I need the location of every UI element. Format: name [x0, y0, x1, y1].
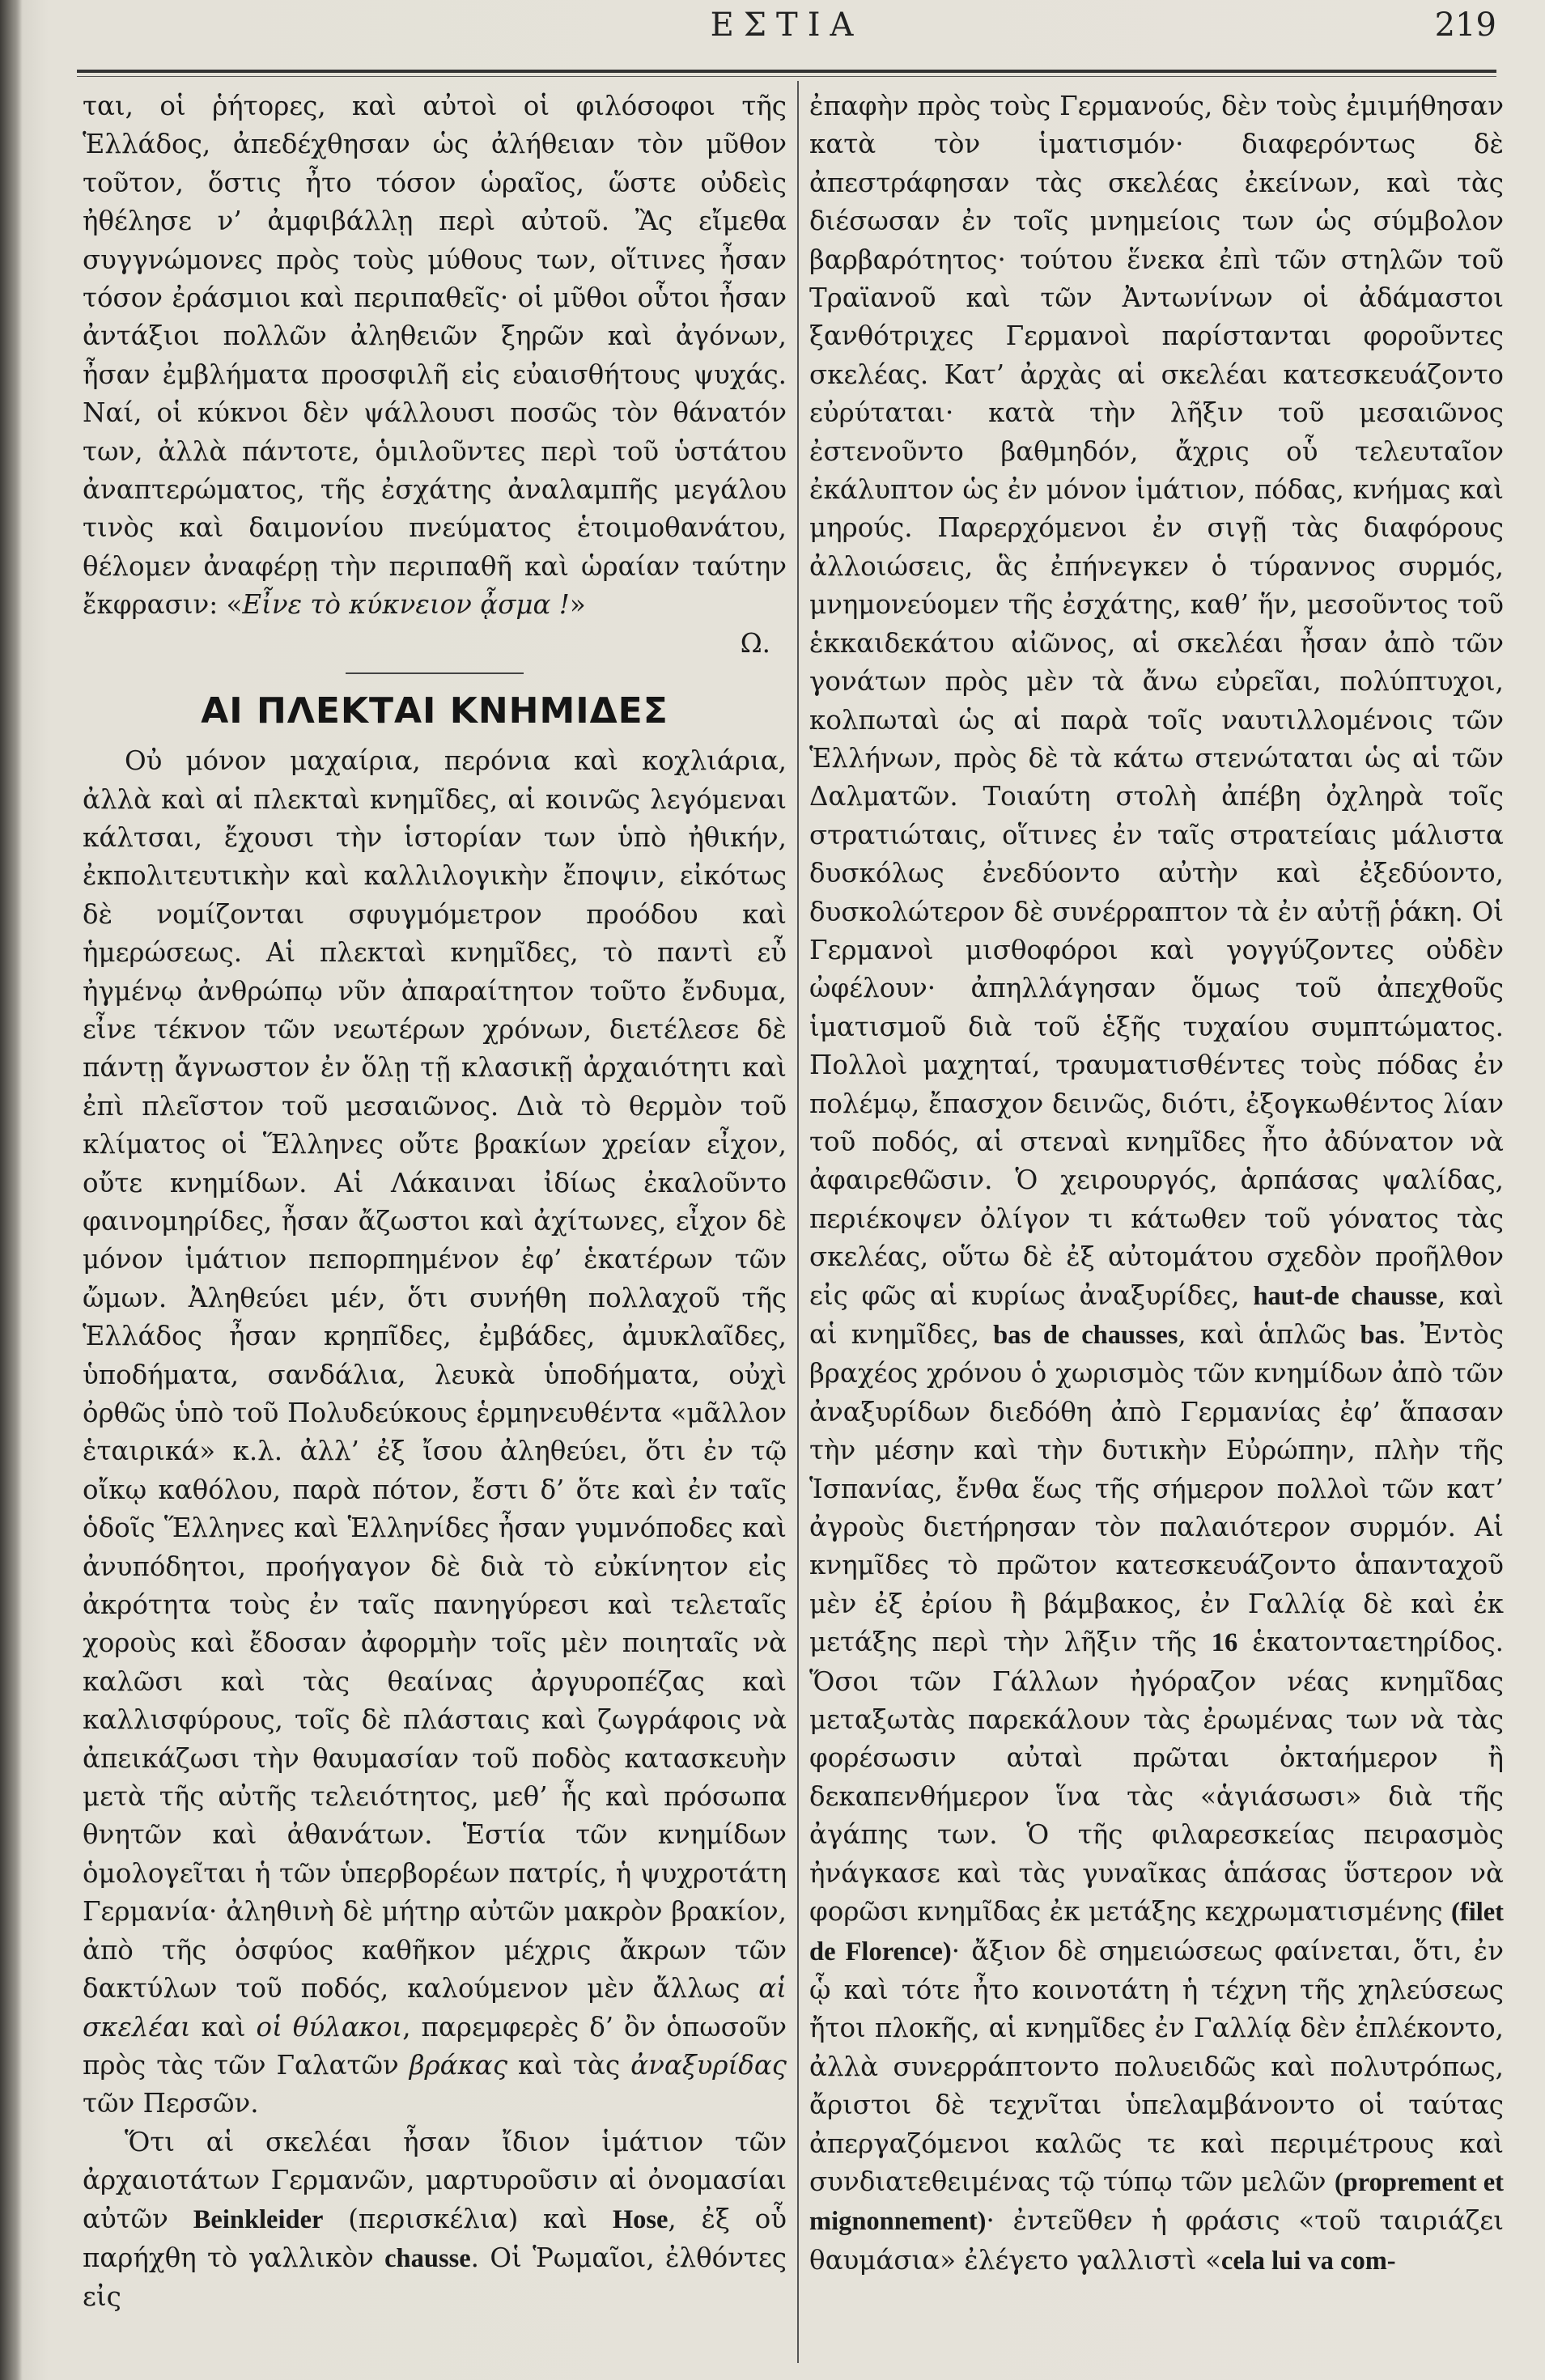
section-separator — [346, 672, 524, 674]
article-title: ΑΙ ΠΛΕΚΤΑΙ ΚΝΗΜΙΔΕΣ — [201, 690, 669, 732]
header-rule-thin — [77, 76, 1496, 77]
intro-paragraph: ται, οἱ ῥήτορες, καὶ αὐτοὶ οἱ φιλόσοφοι τῆς Ἑλλάδος, ἀπεδέχθησαν ὡς ἀλήθειαν τὸν μῦθον τοῦτον, ὅστις ἦτο τόσον ὡραῖος, ὥστε οὐδεὶς ἠθέλησε ν’ ἀμφιβάλλῃ περὶ αὐτοῦ. Ἂς εἴμεθα συγγνώμονες πρὸς τοὺς μύθους των, οἵτινες ἦσαν τόσον ἐράσμιοι καὶ περιπαθεῖς· οἱ μῦθοι οὗτοι ἦσαν ἀντάξιοι πολλῶν ἀληθειῶν ξηρῶν καὶ ἀγόνων, ἦσαν ἐμβλήματα προσφιλῆ εἰς εὐαισθήτους ψυχάς. Ναί, οἱ κύκνοι δὲν ψάλλουσι ποσῶς τὸν θάνατόν των, ἀλλὰ πάντοτε, ὁμιλοῦντες περὶ τοῦ ὑστάτου ἀναπτερώματος, τῆς ἐσχάτης ἀναλαμπῆς μεγάλου τινὸς καὶ δαιμονίου πνεύματος ἑτοιμοθανάτου, θέλομεν ἀναφέρῃ τὴν περιπαθῆ καὶ ὡραίαν ταύτην ἔκφρασιν: «Εἶνε τὸ κύκνειον ᾆσμα !» — [83, 91, 787, 621]
page-header — [77, 6, 1496, 62]
author-signature: Ω. — [740, 627, 770, 659]
masthead: ΕΣΤΙΑ — [710, 6, 864, 44]
page-number: 219 — [1434, 6, 1496, 44]
article-paragraph-2: Ὅτι αἱ σκελέαι ἦσαν ἴδιον ἱμάτιον τῶν ἀρχαιοτάτων Γερμανῶν, μαρτυροῦσιν αἱ ὀνομασίαι αὐτῶν Beinkleider (περισκέλια) καὶ Hose, ἐξ οὗ παρήχθη τὸ γαλλικὸν chausse. Οἱ Ῥωμαῖοι, ἐλθόντες εἰς — [83, 2126, 787, 2313]
binding-shadow — [0, 0, 23, 2380]
column-divider — [797, 81, 799, 2363]
article-paragraph-continued: ἐπαφὴν πρὸς τοὺς Γερμανούς, δὲν τοὺς ἐμιμήθησαν κατὰ τὸν ἱματισμόν· διαφερόντως δὲ ἀπεστράφησαν τὰς σκελέας ἐκείνων, καὶ τὰς διέσωσαν ἐν τοῖς μνημείοις των ὡς σύμβολον βαρβαρότητος· τούτου ἕνεκα ἐπὶ τῶν στηλῶν τοῦ Τραϊανοῦ καὶ τῶν Ἀντωνίνων οἱ ἀδάμαστοι ξανθότριχες Γερμανοὶ παρίστανται φοροῦντες σκελέας. Κατ’ ἀρχὰς αἱ σκελέαι κατεσκευάζοντο εὐρύταται· κατὰ τὴν λῆξιν τοῦ μεσαιῶνος ἐστενοῦντο βαθμηδόν, ἄχρις οὗ τελευταῖον ἐκάλυπτον ὡς ἐν μόνον ἱμάτιον, πόδας, κνήμας καὶ μηρούς. Παρερχόμενοι ἐν σιγῇ τὰς διαφόρους ἀλλοιώσεις, ἃς ἐπήνεγκεν ὁ τύραννος συρμός, μνημονεύομεν τῆς ἐσχάτης, καθ’ ἥν, μεσοῦντος τοῦ ἑκκαιδεκάτου αἰῶνος, αἱ σκελέαι ἦσαν ἀπὸ τῶν γονάτων πρὸς μὲν τὰ ἄνω εὐρεῖαι, πολύπτυχοι, κολπωταὶ ὡς αἱ παρὰ τοῖς ναυτιλλομένοις τῶν Ἑλλήνων, πρὸς δὲ τὰ κάτω στενώταται ὡς αἱ τῶν Δαλματῶν. Τοιαύτη στολὴ ἀπέβη ὀχληρὰ τοῖς στρατιώταις, οἵτινες ἐν ταῖς στρατείαις μάλιστα δυσκόλως ἐνεδύοντο αὐτὴν καὶ ἐξεδύοντο, δυσκολώτερον δὲ συνέρραπτον τὰ ἐν αὐτῇ ῥάκη. Οἱ Γερμανοὶ μισθοφόροι καὶ γογγύζοντες οὐδὲν ὠφέλουν· ἀπηλλάγησαν ὅμως τοῦ ἀπεχθοῦς ἱματισμοῦ διὰ τοῦ ἑξῆς τυχαίου συμπτώματος. Πολλοὶ μαχηταί, τραυματισθέντες τοὺς πόδας ἐν πολέμῳ, ἔπασχον δεινῶς, διότι, ἐξογκωθέντος λίαν τοῦ ποδός, αἱ στεναὶ κνημῖδες ἦτο ἀδύνατον νὰ ἀφαιρεθῶσιν. Ὁ χειρουργός, ἁρπάσας ψαλίδας, περιέκοψεν ὀλίγον τι κάτωθεν τοῦ γόνατος τὰς σκελέας, οὕτω δὲ ἐξ αὐτομάτου σχεδὸν προῆλθον εἰς φῶς αἱ κυρίως ἀναξυρίδες, haut-de chausse, καὶ αἱ κνημῖδες, bas de chausses, καὶ ἁπλῶς bas. Ἐντὸς βραχέος χρόνου ὁ χωρισμὸς τῶν κνημίδων ἀπὸ τῶν ἀναξυρίδων διεδόθη ἀπὸ Γερμανίας ἐφ’ ἅπασαν τὴν μέσην καὶ τὴν δυτικὴν Εὐρώπην, πλὴν τῆς Ἱσπανίας, ἔνθα ἕως τῆς σήμερον πολλοὶ τῶν κατ’ ἀγροὺς διετήρησαν τὸν παλαιότερον συρμόν. Αἱ κνημῖδες τὸ πρῶτον κατεσκευάζοντο ἁπανταχοῦ μὲν ἐξ ἐρίου ἢ βάμβακος, ἐν Γαλλίᾳ δὲ καὶ ἐκ μετάξης περὶ τὴν λῆξιν τῆς 16 ἑκατονταετηρίδος. Ὅσοι τῶν Γάλλων ἠγόραζον νέας κνημῖδας μεταξωτὰς παρεκάλουν τὰς ἐρωμένας των νὰ τὰς φορέσωσιν αὐταὶ πρῶται ὀκταήμερον ἢ δεκαπενθήμερον ἵνα τὰς «ἁγιάσωσι» διὰ τῆς ἀγάπης των. Ὁ τῆς φιλαρεσκείας πειρασμὸς ἠνάγκασε καὶ τὰς γυναῖκας ἁπάσας ὕστερον νὰ φορῶσι κνημῖδας ἐκ μετάξης κεχρωματισμένης (filet de Florence)· ἄξιον δὲ σημειώσεως φαίνεται, ὅτι, ἐν ᾧ καὶ τότε ἦτο κοινοτάτη ἡ τέχνη τῆς χηλεύσεως ἤτοι πλοκῆς, αἱ κνημῖδες ἐν Γαλλίᾳ δὲν ἐπλέκοντο, ἀλλὰ συνερράπτοντο πολυειδῶς καὶ πολυτρόπως, ἄριστοι δὲ τεχνῖται ὑπελαμβάνοντο οἱ ταύτας ἀπεργαζόμενοι καλῶς τε καὶ περιμέτρους καὶ συνδιατεθειμένας τῷ τύπῳ τῶν μελῶν (proprement et mignonnement)· ἐντεῦθεν ἡ φράσις «τοῦ ταιριάζει θαυμάσια» ἐλέγετο γαλλιστὶ «cela lui va com- — [809, 91, 1504, 2276]
swan-song-quote: Εἶνε τὸ κύκνειον ᾆσμα ! — [242, 589, 570, 621]
article-paragraph-1: Οὐ μόνον μαχαίρια, περόνια καὶ κοχλιάρια, ἀλλὰ καὶ αἱ πλεκταὶ κνημῖδες, αἱ κοινῶς λεγόμεναι κάλτσαι, ἔχουσι τὴν ἱστορίαν των ὑπὸ ἠθικήν, ἐκπολιτευτικὴν καὶ καλλιλογικὴν ἔποψιν, εἰκότως δὲ νομίζονται σφυγμόμετρον προόδου καὶ ἡμερώσεως. Αἱ πλεκταὶ κνημῖδες, τὸ παντὶ εὖ ἠγμένῳ ἀνθρώπῳ νῦν ἀπαραίτητον τοῦτο ἔνδυμα, εἶνε τέκνον τῶν νεωτέρων χρόνων, διετέλεσε δὲ πάντῃ ἄγνωστον ἐν ὅλῃ τῇ κλασικῇ ἀρχαιότητι καὶ ἐπὶ πλεῖστον τοῦ μεσαιῶνος. Διὰ τὸ θερμὸν τοῦ κλίματος οἱ Ἕλληνες οὔτε βρακίων χρείαν εἶχον, οὔτε κνημίδων. Αἱ Λάκαιναι ἰδίως ἐκαλοῦντο φαινομηρίδες, ἦσαν ἄζωστοι καὶ ἀχίτωνες, εἶχον δὲ μόνον ἱμάτιον πεπορπημένον ἐφ’ ἑκατέρων τῶν ὤμων. Ἀληθεύει μέν, ὅτι συνήθη πολλαχοῦ τῆς Ἑλλάδος ἦσαν κρηπῖδες, ἐμβάδες, ἀμυκλαῖδες, ὑποδήματα, σανδάλια, λευκὰ ὑποδήματα, οὐχὶ ὀρθῶς ὑπὸ τοῦ Πολυδεύκους ἑρμηνευθέντα «μᾶλλον ἑταιρικά» κ.λ. ἀλλ’ ἐξ ἴσου ἀληθεύει, ὅτι ἐν τῷ οἴκῳ καθόλου, παρὰ πότον, ἔστι δ’ ὅτε καὶ ἐν ταῖς ὁδοῖς Ἕλληνες καὶ Ἑλληνίδες ἦσαν γυμνόποδες καὶ ἀνυπόδητοι, προήγαγον δὲ διὰ τὸ εὐκίνητον εἰς ἀκρότητα τοὺς ἐν ταῖς πανηγύρεσι καὶ τελεταῖς χοροὺς καὶ ἔδοσαν ἀφορμὴν τοῖς μὲν ποιηταῖς νὰ καλῶσι καὶ τὰς θεαίνας ἀργυροπέζας καὶ καλλισφύρους, τοῖς δὲ πλάσταις καὶ ζωγράφοις νὰ ἀπεικάζωσι τὴν θαυμασίαν τοῦ ποδὸς κατασκευὴν μετὰ τῆς αὐτῆς τελειότητος, μεθ’ ἧς καὶ πρόσωπα θνητῶν καὶ ἀθανάτων. Ἑστία τῶν κνημίδων ὁμολογεῖται ἡ τῶν ὑπερβορέων πατρίς, ἡ ψυχροτάτη Γερμανία· ἀληθινὴ δὲ μήτηρ αὐτῶν μακρὸν βρακίον, ἀπὸ τῆς ὀσφύος καθῆκον μέχρις ἄκρων τῶν δακτύλων τοῦ ποδός, καλούμενον μὲν ἄλλως αἱ σκελέαι καὶ οἱ θύλακοι, παρεμφερὲς δ’ ὂν ὁπωσοῦν πρὸς τὰς τῶν Γαλατῶν βράκας καὶ τὰς ἀναξυρίδας τῶν Περσῶν. — [83, 745, 787, 2119]
left-column — [83, 87, 787, 2361]
right-column — [809, 87, 1504, 2361]
header-rule — [77, 70, 1496, 73]
